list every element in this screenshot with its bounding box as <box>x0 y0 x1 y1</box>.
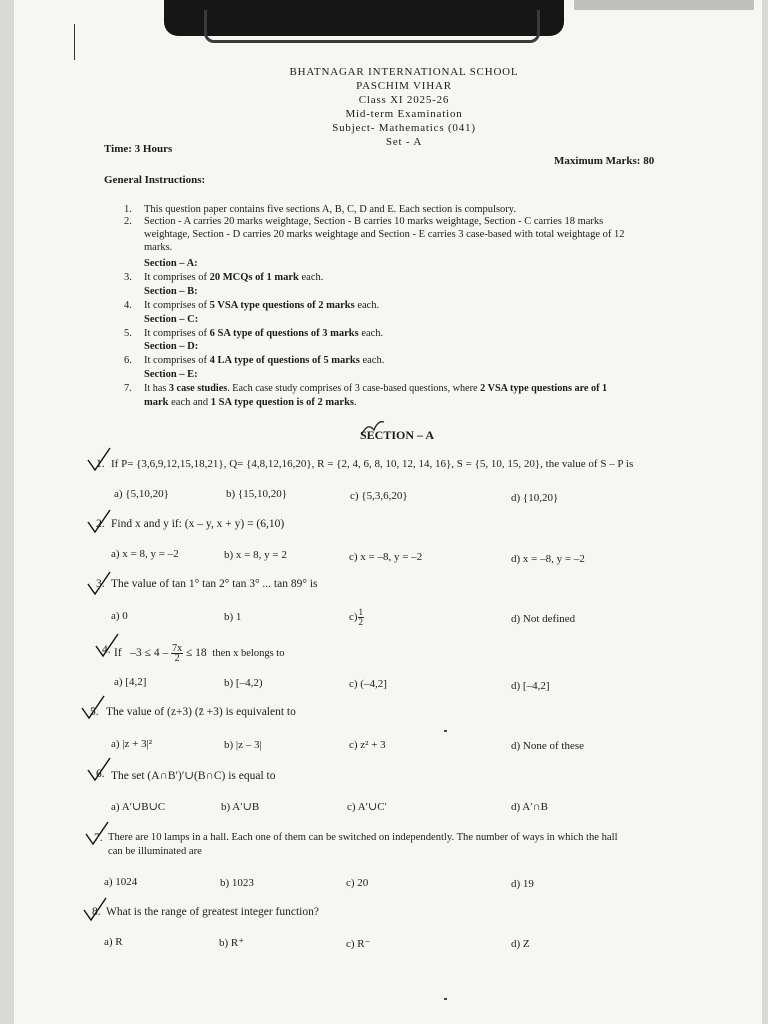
instruction-text: It comprises of 4 LA type of questions of 5 marks each. <box>144 355 385 366</box>
instruction-text: It comprises of 5 VSA type questions of 2 marks each. <box>144 300 380 311</box>
instructions-heading: General Instructions: <box>104 174 206 186</box>
option-c: c) A′∪C′ <box>347 801 387 813</box>
question-number: 7. <box>94 832 103 844</box>
exam-subject: Subject- Mathematics (041) <box>332 122 476 134</box>
option-a: a) A′∪B∪C <box>111 801 166 813</box>
instruction-number: 6. <box>124 355 132 366</box>
option-a: a) {5,10,20} <box>114 488 169 500</box>
option-a: a) |z + 3|² <box>111 738 153 750</box>
option-b: b) 1023 <box>220 877 254 889</box>
option-d: d) [–4,2] <box>511 680 550 692</box>
option-b: b) [–4,2) <box>224 677 263 689</box>
school-name: BHATNAGAR INTERNATIONAL SCHOOL <box>289 66 519 78</box>
section-a-title: SECTION – A <box>360 428 435 442</box>
option-d: d) Z <box>511 938 530 950</box>
option-c: c) R⁻ <box>346 938 371 950</box>
option-a: a) R <box>104 936 123 948</box>
instruction-text: mark each and 1 SA type question is of 2 marks. <box>144 397 357 408</box>
clipboard-edge <box>574 0 754 10</box>
instruction-text: It comprises of 6 SA type of questions of 3 marks each. <box>144 328 384 339</box>
option-b: b) R⁺ <box>219 937 245 949</box>
instruction-number: 3. <box>124 272 132 283</box>
question-text: The set (A∩B′)′∪(B∩C) is equal to <box>111 770 276 782</box>
section-label: Section – E: <box>144 369 198 380</box>
exam-time: Time: 3 Hours <box>104 143 173 155</box>
instruction-number: 1. <box>124 204 132 215</box>
question-text: There are 10 lamps in a hall. Each one of them can be switched on independently. The number of ways in which the hall <box>108 832 618 843</box>
option-b: b) 1 <box>224 611 242 623</box>
section-label: Section – C: <box>144 314 199 325</box>
option-a: a) x = 8, y = –2 <box>111 548 179 560</box>
option-d: d) {10,20} <box>511 492 559 504</box>
ink-speck <box>444 998 447 1000</box>
instruction-text: weightage, Section - D carries 20 marks weightage and Section - E carries 3 case-based with total weightage of 12 <box>144 229 625 240</box>
option-d: d) A′∩B <box>511 801 548 813</box>
option-b: b) x = 8, y = 2 <box>224 549 287 561</box>
ink-speck <box>444 730 447 732</box>
question-text: The value of tan 1° tan 2° tan 3° ... tan 89° is <box>111 578 318 590</box>
option-b: b) |z – 3| <box>224 739 262 751</box>
instruction-number: 4. <box>124 300 132 311</box>
section-label: Section – B: <box>144 286 198 297</box>
question-paper <box>14 0 762 1024</box>
school-branch: PASCHIM VIHAR <box>356 80 452 92</box>
option-d: d) 19 <box>511 878 534 890</box>
section-label: Section – D: <box>144 341 199 352</box>
instruction-number: 2. <box>124 216 132 227</box>
instruction-number: 7. <box>124 383 132 394</box>
question-number: 5. <box>90 706 99 718</box>
question-text: The value of (z+3) (z̄ +3) is equivalent to <box>106 706 296 718</box>
exam-set: Set - A <box>385 136 423 148</box>
section-label: Section – A: <box>144 258 198 269</box>
option-c: c) x = –8, y = –2 <box>349 551 423 563</box>
question-number: 8. <box>92 906 101 918</box>
question-text: If P= {3,6,9,12,15,18,21}, Q= {4,8,12,16,20}, R = {2, 4, 6, 8, 10, 12, 14, 16}, S = {5, 10, 15, 20}, the value of S – P is <box>111 458 634 470</box>
question-number: 3. <box>96 578 105 590</box>
question-text: What is the range of greatest integer function? <box>106 906 319 918</box>
pen-mark <box>74 24 75 60</box>
max-marks: Maximum Marks: 80 <box>554 155 655 167</box>
instruction-text: Section - A carries 20 marks weightage, Section - B carries 10 marks weightage, Section - C carries 18 marks <box>144 216 604 227</box>
question-number: 2. <box>96 518 105 530</box>
option-b: b) {15,10,20} <box>226 488 287 500</box>
option-c: c) $\frac{1}{2}$ <box>349 607 364 627</box>
option-c: c) z² + 3 <box>349 739 386 751</box>
option-c: c) {5,3,6,20} <box>350 490 408 502</box>
instruction-text: marks. <box>144 242 173 253</box>
instruction-text: It comprises of 20 MCQs of 1 mark each. <box>144 272 324 283</box>
instruction-text: This question paper contains five sections A, B, C, D and E. Each section is compulsory. <box>144 204 517 215</box>
question-number: 1. <box>96 458 105 470</box>
instruction-text: It has 3 case studies. Each case study comprises of 3 case-based questions, where 2 VSA type questions are of 1 <box>144 383 608 394</box>
option-c: c) 20 <box>346 877 369 889</box>
option-a: a) [4,2] <box>114 676 147 688</box>
option-d: d) Not defined <box>511 613 576 625</box>
pen-scribble <box>360 418 386 444</box>
exam-class: Class XI 2025-26 <box>358 94 450 106</box>
option-a: a) 1024 <box>104 876 138 888</box>
question-text: If –3 ≤ 4 – $\frac{7x}{2}$ ≤ 18 then x belongs to <box>114 643 285 664</box>
exam-name: Mid-term Examination <box>345 108 463 120</box>
option-a: a) 0 <box>111 610 128 622</box>
question-text: Find x and y if: (x – y, x + y) = (6,10) <box>111 518 285 530</box>
question-number: 4. <box>102 644 111 656</box>
option-d: d) None of these <box>511 740 585 752</box>
option-c: c) (–4,2] <box>349 678 387 690</box>
instruction-number: 5. <box>124 328 132 339</box>
clipboard-wire <box>204 10 540 43</box>
question-text-continued: can be illuminated are <box>108 846 202 857</box>
option-b: b) A′∪B <box>221 801 260 813</box>
option-d: d) x = –8, y = –2 <box>511 553 585 565</box>
question-number: 6. <box>96 768 105 780</box>
